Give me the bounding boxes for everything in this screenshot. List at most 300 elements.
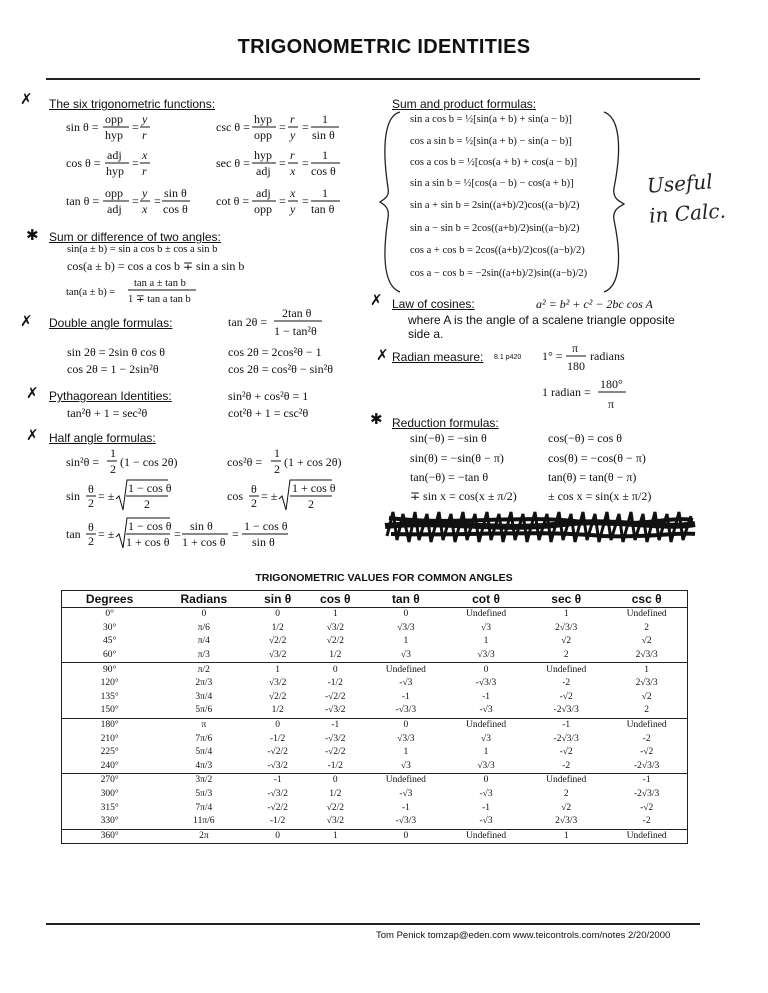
svg-text:=: = (302, 120, 309, 134)
pythagorean-c: cot²θ + 1 = csc²θ (228, 406, 309, 420)
table-cell: 2√3/3 (555, 816, 578, 827)
svg-text:1 + cos θ: 1 + cos θ (292, 481, 336, 495)
table-cell: -√2/2 (325, 747, 346, 758)
table-cell: -√2 (640, 747, 654, 758)
column-header: cot θ (446, 591, 526, 608)
table-row (62, 608, 688, 622)
table-row (62, 704, 688, 718)
table-cell: 1 (526, 829, 606, 844)
reduction-right: cos(θ) = −cos(θ − π) (548, 451, 646, 465)
svg-text:=: = (279, 194, 286, 208)
svg-text:opp: opp (254, 202, 272, 216)
table-cell: 1 (305, 829, 366, 844)
sum-diff-tan (64, 274, 214, 308)
svg-text:1 + cos θ: 1 + cos θ (126, 535, 170, 549)
sum-diff-heading: Sum or difference of two angles: (49, 230, 221, 244)
svg-text:tan(a ± b) =: tan(a ± b) = (66, 287, 116, 298)
svg-text:adj: adj (107, 148, 122, 162)
svg-text:x: x (142, 148, 148, 162)
table-cell: Undefined (366, 774, 446, 788)
table-cell: 2π/3 (195, 678, 213, 689)
svg-text:tan θ: tan θ (311, 202, 335, 216)
svg-text:adj: adj (256, 164, 271, 178)
table-cell: -√3/2 (267, 760, 288, 771)
svg-text:=: = (132, 156, 139, 170)
svg-text:cos θ =: cos θ = (66, 156, 101, 170)
table-cell: -1 (482, 691, 490, 702)
svg-text:tan a ± tan b: tan a ± tan b (134, 278, 186, 289)
check-mark-icon: ✗ (376, 346, 389, 364)
law-of-cosines-formula: a² = b² + c² − 2bc cos A (536, 297, 653, 311)
svg-text:=: = (132, 194, 139, 208)
table-cell: -1/2 (270, 733, 286, 744)
svg-text:180: 180 (567, 359, 585, 373)
six-functions-formulas (64, 110, 364, 222)
svg-text:1: 1 (322, 148, 328, 162)
table-row (62, 649, 688, 663)
table-row (62, 801, 688, 815)
svg-text:opp: opp (254, 128, 272, 142)
table-cell: -1 (401, 802, 410, 813)
table-cell: -2√3/3 (634, 760, 660, 771)
table-cell: 1/2 (329, 789, 342, 800)
svg-text:θ: θ (88, 482, 94, 496)
svg-text:=: = (232, 527, 239, 541)
table-cell: 2√3/3 (635, 678, 658, 689)
table-cell: √2 (561, 802, 572, 813)
reduction-heading: Reduction formulas: (392, 416, 499, 430)
table-cell: √3 (481, 733, 491, 744)
double-angle-cos2: cos 2θ = 2cos²θ − 1 (228, 345, 322, 359)
sum-product-line: cos a cos b = ½[cos(a + b) + cos(a − b)] (410, 157, 578, 168)
column-header: tan θ (366, 591, 446, 608)
svg-text:1: 1 (110, 446, 116, 460)
table-cell: 0° (105, 609, 114, 620)
pythagorean-b: sin²θ + cos²θ = 1 (228, 389, 309, 403)
table-row (62, 774, 688, 788)
svg-text:1 ∓ tan a tan b: 1 ∓ tan a tan b (128, 294, 191, 305)
table-cell: -√3/2 (325, 733, 346, 744)
title-rule (46, 78, 700, 80)
table-cell: 315° (100, 802, 119, 813)
table-cell: Undefined (606, 829, 687, 844)
table-cell: 1/2 (329, 650, 342, 661)
table-row (62, 829, 688, 844)
svg-text:adj: adj (107, 202, 122, 216)
table-cell: √2/2 (326, 636, 344, 647)
pythagorean-a: tan²θ + 1 = sec²θ (67, 406, 148, 420)
svg-text:cot θ =: cot θ = (216, 194, 250, 208)
svg-text:1: 1 (274, 446, 280, 460)
table-cell: -2 (642, 733, 651, 744)
table-cell: 5π/3 (195, 789, 213, 800)
table-cell: 90° (62, 663, 158, 677)
table-cell: 180° (62, 718, 158, 732)
table-cell: -√3/3 (395, 816, 417, 827)
table-cell: -1 (606, 774, 687, 788)
svg-text:2tan θ: 2tan θ (282, 306, 312, 320)
table-cell: -1 (482, 802, 490, 813)
column-header: csc θ (606, 591, 687, 608)
table-cell: 60° (102, 650, 117, 661)
svg-text:cos θ: cos θ (163, 202, 188, 216)
table-cell: Undefined (446, 718, 526, 732)
svg-text:θ: θ (88, 520, 94, 534)
half-angle-heading: Half angle formulas: (49, 431, 156, 445)
table-cell: 2 (644, 622, 650, 633)
sum-product-line: sin a cos b = ½[sin(a + b) + sin(a − b)] (410, 114, 572, 125)
double-angle-heading: Double angle formulas: (49, 316, 173, 330)
table-cell: -2√3/3 (634, 789, 660, 800)
table-cell: -2√3/3 (553, 705, 579, 716)
table-cell: 7π/4 (195, 802, 213, 813)
svg-text:2: 2 (144, 497, 150, 511)
table-cell: -1 (526, 718, 606, 732)
table-cell: 1 (606, 663, 687, 677)
svg-text:adj: adj (256, 186, 271, 200)
svg-text:=: = (279, 120, 286, 134)
svg-text:opp: opp (105, 112, 123, 126)
table-row (62, 691, 688, 705)
column-header: Radians (157, 591, 250, 608)
column-header: sin θ (251, 591, 305, 608)
svg-text:=: = (174, 527, 181, 541)
svg-text:sin²θ =: sin²θ = (66, 455, 100, 469)
table-cell: π/3 (197, 650, 210, 661)
table-cell: Undefined (526, 774, 606, 788)
double-angle-sin: sin 2θ = 2sin θ cos θ (67, 345, 166, 359)
table-cell: 135° (100, 691, 119, 702)
table-cell: √2/2 (268, 636, 287, 647)
table-cell: -√3/2 (325, 705, 346, 716)
svg-text:hyp: hyp (106, 164, 124, 178)
table-cell: Undefined (606, 718, 687, 732)
table-cell: 120° (100, 678, 119, 689)
svg-text:r: r (142, 128, 147, 142)
table-cell: √3 (400, 650, 411, 661)
table-cell: 0 (201, 609, 207, 620)
table-body (62, 608, 688, 844)
table-cell: -√2 (559, 747, 573, 758)
radian-reference: 8.1 p420 (494, 354, 522, 361)
table-cell: √3/2 (268, 650, 287, 661)
svg-text:180°: 180° (600, 377, 623, 391)
svg-text:1 radian =: 1 radian = (542, 385, 591, 399)
table-title: TRIGONOMETRIC VALUES FOR COMMON ANGLES (255, 572, 513, 584)
table-cell: Undefined (366, 663, 446, 677)
table-row (62, 815, 688, 829)
table-cell: -1/2 (270, 816, 286, 827)
table-cell: 2π (157, 829, 250, 844)
table-cell: 1 (403, 636, 409, 647)
table-cell: -√3/3 (475, 678, 497, 689)
reduction-left: sin(θ) = −sin(θ − π) (410, 451, 504, 465)
table-cell: -1 (305, 718, 366, 732)
svg-text:= ±: = ± (98, 489, 115, 503)
table-cell: -√2/2 (325, 691, 346, 702)
table-cell: -√2 (640, 802, 654, 813)
table-cell: √2 (641, 691, 652, 702)
table-cell: 0 (251, 718, 305, 732)
sum-product-line: cos a sin b = ½[sin(a + b) − sin(a − b)] (410, 136, 572, 147)
check-mark-icon: ✗ (20, 90, 33, 108)
table-cell: Undefined (465, 609, 507, 620)
svg-text:hyp: hyp (105, 128, 123, 142)
svg-text:hyp: hyp (254, 112, 272, 126)
table-row (62, 746, 688, 760)
svg-text:sin θ: sin θ (312, 128, 335, 142)
svg-text:x: x (290, 186, 296, 200)
table-cell: -√2/2 (267, 747, 288, 758)
table-header-row (62, 591, 688, 608)
svg-text:tan θ =: tan θ = (66, 194, 100, 208)
table-cell: -1 (251, 774, 305, 788)
sum-diff-sin: sin(a ± b) = sin a cos b ± cos a sin b (67, 244, 218, 255)
table-cell: 0 (366, 829, 446, 844)
table-cell: -1/2 (327, 678, 343, 689)
table-cell: -2 (562, 678, 571, 689)
table-cell: 0 (446, 774, 526, 788)
svg-text:1 − tan²θ: 1 − tan²θ (274, 324, 317, 338)
handwritten-note: Useful in Calc. (646, 169, 727, 228)
footer-credit: Tom Penick tomzap@eden.com www.teicontrols.com/notes 2/20/2000 (376, 930, 671, 941)
table-cell: 30° (102, 622, 117, 633)
svg-text:x: x (290, 164, 296, 178)
table-cell: 5π/4 (195, 747, 213, 758)
table-cell: 1 (332, 609, 338, 620)
law-of-cosines-desc: side a. (408, 327, 444, 341)
law-of-cosines-heading: Law of cosines: (392, 297, 475, 311)
table-row (62, 663, 688, 677)
table-cell: -√3 (479, 816, 493, 827)
table-cell: 0 (251, 829, 305, 844)
svg-text:1 − cos θ: 1 − cos θ (128, 481, 172, 495)
svg-text:2: 2 (88, 534, 94, 548)
table-cell: 2 (563, 789, 569, 800)
table-cell: √2 (561, 636, 572, 647)
star-mark-icon: ✱ (370, 410, 383, 428)
table-cell: π/2 (157, 663, 250, 677)
table-row (62, 788, 688, 802)
svg-text:y: y (290, 128, 296, 142)
reduction-right: cos(−θ) = cos θ (548, 431, 623, 445)
svg-text:π: π (608, 397, 615, 411)
svg-text:sin θ: sin θ (252, 535, 275, 549)
sum-product-line: cos a − cos b = −2sin((a+b)/2)sin((a−b)/2) (410, 268, 588, 279)
svg-text:=: = (279, 156, 286, 170)
svg-text:cos: cos (227, 489, 243, 503)
svg-text:y: y (142, 186, 148, 200)
page-title: TRIGONOMETRIC IDENTITIES (237, 36, 531, 58)
table-row (62, 760, 688, 774)
table-cell: √3/3 (397, 622, 415, 633)
svg-text:y: y (142, 112, 148, 126)
table-cell: √2/2 (326, 802, 344, 813)
table-cell: 2√3/3 (635, 650, 658, 661)
half-angle-formulas (64, 444, 364, 556)
svg-text:1 − cos θ: 1 − cos θ (244, 519, 288, 533)
sum-product-line: sin a sin b = ½[cos(a − b) − cos(a + b)] (410, 178, 574, 189)
table-cell: Undefined (626, 609, 667, 620)
table-cell: 0 (305, 774, 366, 788)
svg-text:1 + cos θ: 1 + cos θ (182, 535, 226, 549)
double-angle-tan (226, 305, 336, 341)
table-cell: 2 (644, 705, 650, 716)
svg-text:y: y (290, 202, 296, 216)
table-cell: √3/3 (477, 650, 495, 661)
table-cell: 330° (100, 816, 119, 827)
table-cell: π/6 (197, 622, 210, 633)
svg-text:r: r (142, 164, 147, 178)
trig-values-table (61, 590, 688, 844)
table-cell: 11π/6 (193, 816, 215, 827)
sum-product-heading: Sum and product formulas: (392, 97, 537, 111)
svg-text:csc θ =: csc θ = (216, 120, 250, 134)
table-cell: √2/2 (268, 691, 287, 702)
table-cell: 150° (100, 705, 119, 716)
table-cell: 1 (483, 747, 489, 758)
table-cell: √3/2 (326, 622, 344, 633)
sum-product-line: cos a + cos b = 2cos((a+b)/2)cos((a−b)/2) (410, 245, 585, 256)
table-cell: 1/2 (271, 622, 284, 633)
pythagorean-heading: Pythagorean Identities: (49, 389, 172, 403)
footer-rule (46, 923, 700, 925)
table-cell: 2 (563, 650, 569, 661)
svg-text:1: 1 (322, 112, 328, 126)
reduction-right: tan(θ) = tan(θ − π) (548, 470, 637, 484)
svg-text:cos θ: cos θ (311, 164, 336, 178)
column-header: sec θ (526, 591, 606, 608)
table-cell: 210° (100, 733, 119, 744)
reduction-left: sin(−θ) = −sin θ (410, 431, 487, 445)
table-cell: -√3 (479, 705, 493, 716)
table-cell: 360° (62, 829, 158, 844)
table-cell: 270° (62, 774, 158, 788)
svg-text:(1 + cos 2θ): (1 + cos 2θ) (284, 455, 342, 469)
svg-text:= ±: = ± (98, 527, 115, 541)
table-row (62, 635, 688, 649)
table-cell: -√3/2 (267, 789, 288, 800)
table-cell: π (157, 718, 250, 732)
svg-text:=: = (132, 120, 139, 134)
table-cell: 1 (483, 636, 489, 647)
svg-text:θ: θ (251, 482, 257, 496)
table-cell: √3/2 (268, 678, 287, 689)
table-cell: √3 (400, 760, 411, 771)
svg-text:2: 2 (308, 497, 314, 511)
table-cell: -√3 (399, 678, 413, 689)
table-cell: √3/3 (397, 733, 415, 744)
check-mark-icon: ✗ (26, 384, 39, 402)
svg-text:2: 2 (274, 462, 280, 476)
table-row (62, 732, 688, 746)
svg-text:sec θ =: sec θ = (216, 156, 250, 170)
table-cell: √2 (641, 636, 652, 647)
table-cell: 4π/3 (195, 760, 213, 771)
sum-diff-cos: cos(a ± b) = cos a cos b ∓ sin a sin b (67, 259, 245, 273)
svg-text:sin θ: sin θ (190, 519, 213, 533)
radian-heading: Radian measure: (392, 350, 484, 364)
svg-text:π: π (572, 341, 579, 355)
table-cell: 1 (403, 747, 409, 758)
table-cell: 7π/6 (195, 733, 213, 744)
table-cell: -√3 (399, 789, 413, 800)
svg-text:r: r (290, 112, 295, 126)
table-cell: 0 (403, 609, 409, 620)
check-mark-icon: ✗ (20, 312, 33, 330)
reduction-left: ∓ sin x = cos(x ± π/2) (410, 489, 517, 503)
table-cell: 2√3/3 (555, 622, 578, 633)
sum-product-line: sin a − sin b = 2cos((a+b)/2)sin((a−b)/2) (410, 223, 580, 234)
svg-text:2: 2 (251, 496, 257, 510)
svg-text:opp: opp (105, 186, 123, 200)
table-cell: -1/2 (327, 760, 343, 771)
six-functions-heading: The six trigonometric functions: (49, 97, 216, 111)
table-row (62, 718, 688, 732)
column-header: Degrees (62, 591, 158, 608)
double-angle-cos3: cos 2θ = cos²θ − sin²θ (228, 362, 333, 376)
svg-text:hyp: hyp (254, 148, 272, 162)
sum-product-line: sin a + sin b = 2sin((a+b)/2)cos((a−b)/2) (410, 200, 580, 211)
table-cell: 5π/6 (195, 705, 213, 716)
svg-text:sin θ =: sin θ = (66, 120, 99, 134)
check-mark-icon: ✗ (26, 426, 39, 444)
table-cell: 300° (100, 789, 119, 800)
svg-text:cos²θ =: cos²θ = (227, 455, 263, 469)
table-cell: -2 (562, 760, 571, 771)
svg-text:1 − cos θ: 1 − cos θ (128, 519, 172, 533)
table-cell: 0 (305, 663, 366, 677)
table-cell: √3 (481, 622, 491, 633)
scribble-mark (383, 506, 698, 546)
law-of-cosines-desc: where A is the angle of a scalene triangle opposite (408, 313, 675, 327)
svg-text:2: 2 (88, 496, 94, 510)
svg-text:x: x (142, 202, 148, 216)
table-cell: Undefined (526, 663, 606, 677)
radian-formulas (540, 340, 660, 420)
table-cell: -2√3/3 (553, 733, 579, 744)
svg-text:=: = (154, 194, 161, 208)
svg-text:(1 − cos 2θ): (1 − cos 2θ) (120, 455, 178, 469)
table-cell: 3π/4 (195, 691, 213, 702)
table-row (62, 622, 688, 636)
svg-text:1° =: 1° = (542, 349, 563, 363)
table-cell: -√3/3 (395, 705, 417, 716)
svg-text:r: r (290, 148, 295, 162)
check-mark-icon: ✗ (370, 291, 383, 309)
double-angle-cos1: cos 2θ = 1 − 2sin²θ (67, 362, 159, 376)
table-cell: 1/2 (271, 705, 284, 716)
table-cell: 0 (275, 609, 281, 620)
column-header: cos θ (305, 591, 366, 608)
table-cell: 240° (100, 760, 119, 771)
table-cell: π/4 (197, 636, 210, 647)
reduction-right: ± cos x = sin(x ± π/2) (548, 489, 652, 503)
table-cell: Undefined (446, 829, 526, 844)
svg-text:1: 1 (322, 186, 328, 200)
svg-text:sin θ: sin θ (164, 186, 187, 200)
star-mark-icon: ✱ (26, 226, 39, 244)
table-cell: 45° (102, 636, 117, 647)
table-cell: 1 (563, 609, 569, 620)
table-cell: √3/2 (326, 816, 344, 827)
svg-text:tan 2θ =: tan 2θ = (228, 315, 268, 329)
reduction-left: tan(−θ) = −tan θ (410, 470, 489, 484)
table-cell: -1 (401, 691, 410, 702)
svg-text:=: = (302, 194, 309, 208)
svg-text:sin: sin (66, 489, 81, 503)
table-cell: -√3 (479, 789, 493, 800)
